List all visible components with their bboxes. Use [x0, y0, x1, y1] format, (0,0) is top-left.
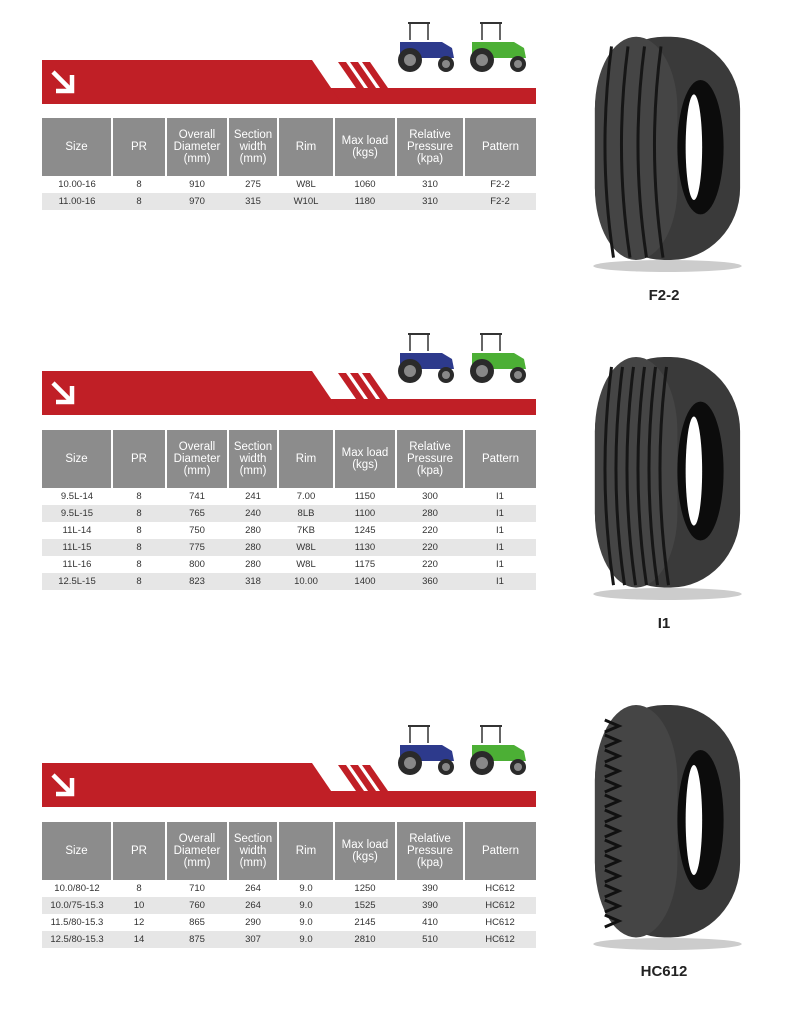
blue-tractor-icon — [398, 333, 454, 383]
table-cell: 1245 — [354, 525, 376, 536]
table-cell: 280 — [396, 505, 464, 522]
banner-title-bar — [42, 60, 342, 104]
table-cell: 14 — [112, 931, 166, 948]
tire-image — [585, 352, 750, 605]
table-cell: 8LB — [278, 505, 334, 522]
tractor-icons — [392, 721, 532, 777]
table-cell: 800 — [189, 559, 205, 570]
table-cell: 315 — [228, 193, 278, 210]
table-cell: 765 — [166, 505, 228, 522]
tractor-icons — [392, 18, 532, 74]
green-tractor-icon — [470, 22, 526, 72]
column-header: Overall Diameter (mm) — [166, 430, 228, 488]
table-cell: 11.00-16 — [42, 193, 112, 210]
column-header: Section width (mm) — [228, 822, 278, 880]
table-cell: 9.5L-14 — [60, 491, 94, 502]
arrow-down-right-icon — [50, 772, 76, 798]
table-cell: W10L — [278, 193, 334, 210]
table-row — [42, 897, 536, 914]
section-banner — [42, 60, 536, 104]
tire-label: I1 — [657, 615, 671, 632]
table-cell: 10.00-16 — [58, 179, 96, 190]
green-tractor-icon — [470, 725, 526, 775]
blue-tractor-icon — [398, 725, 454, 775]
table-cell: 1180 — [334, 193, 396, 210]
green-tractor-icon — [470, 333, 526, 383]
table-cell: 12.5L-15 — [42, 573, 112, 590]
table-cell: 310 — [396, 193, 464, 210]
table-cell: 310 — [422, 179, 438, 190]
table-cell: 220 — [422, 525, 438, 536]
table-cell: HC612 — [464, 897, 536, 914]
table-cell: 241 — [245, 491, 261, 502]
spec-table — [42, 430, 536, 590]
table-cell: I1 — [496, 491, 504, 502]
table-cell: 10.00 — [278, 573, 334, 590]
table-cell: 8 — [112, 505, 166, 522]
table-cell: HC612 — [464, 931, 536, 948]
table-cell: 10 — [112, 897, 166, 914]
table-cell: 8 — [112, 573, 166, 590]
column-header: Pattern — [464, 118, 536, 176]
table-cell: 9.0 — [278, 931, 334, 948]
tire-image — [585, 700, 750, 955]
table-cell: I1 — [496, 525, 504, 536]
table-cell: 10.0/75-15.3 — [42, 897, 112, 914]
section-banner — [42, 371, 536, 415]
table-row — [42, 556, 536, 573]
table-cell: 9.0 — [299, 883, 313, 894]
table-cell: 410 — [422, 917, 438, 928]
table-cell: 7.00 — [296, 491, 316, 502]
tractor-icons — [392, 329, 532, 385]
table-header-row — [42, 430, 536, 488]
column-header: Size — [42, 430, 112, 488]
table-cell: 2145 — [354, 917, 376, 928]
column-header: Size — [42, 822, 112, 880]
table-cell: I1 — [464, 573, 536, 590]
column-header: Max load (kgs) — [334, 822, 396, 880]
tire-image — [585, 32, 750, 277]
spec-table — [42, 118, 536, 210]
table-cell: 10.0/80-12 — [54, 883, 100, 894]
column-header: Pattern — [464, 822, 536, 880]
table-cell: 1525 — [334, 897, 396, 914]
column-header: Rim — [278, 822, 334, 880]
table-cell: W8L — [296, 559, 316, 570]
column-header: Section width (mm) — [228, 118, 278, 176]
table-cell: 8 — [136, 491, 142, 502]
table-cell: HC612 — [485, 917, 515, 928]
table-cell: 275 — [245, 179, 261, 190]
table-cell: 8 — [112, 539, 166, 556]
table-cell: 264 — [228, 897, 278, 914]
banner-title-bar — [42, 763, 342, 807]
table-row — [42, 931, 536, 948]
table-row — [42, 539, 536, 556]
table-row — [42, 488, 536, 505]
table-cell: 280 — [228, 539, 278, 556]
table-cell: 264 — [245, 883, 261, 894]
banner-title-bar — [42, 371, 342, 415]
arrow-down-right-icon — [50, 380, 76, 406]
table-cell: 1130 — [334, 539, 396, 556]
column-header: Overall Diameter (mm) — [166, 822, 228, 880]
column-header: Max load (kgs) — [334, 118, 396, 176]
stripes-decoration-icon — [338, 765, 398, 791]
table-cell: 865 — [189, 917, 205, 928]
table-cell: 12 — [133, 917, 145, 928]
table-cell: 11.5/80-15.3 — [50, 917, 104, 928]
table-cell: 750 — [189, 525, 205, 536]
table-header-row — [42, 118, 536, 176]
table-cell: I1 — [464, 505, 536, 522]
table-cell: 390 — [396, 897, 464, 914]
column-header: Relative Pressure (kpa) — [396, 822, 464, 880]
column-header: Max load (kgs) — [334, 430, 396, 488]
table-row — [42, 914, 536, 931]
table-cell: 280 — [245, 525, 261, 536]
table-cell: 9.0 — [299, 917, 313, 928]
column-header: Relative Pressure (kpa) — [396, 118, 464, 176]
table-cell: 741 — [189, 491, 205, 502]
table-row — [42, 193, 536, 210]
table-row — [42, 522, 536, 539]
table-cell: 8 — [136, 559, 142, 570]
table-cell: 760 — [166, 897, 228, 914]
table-cell: 7KB — [297, 525, 315, 536]
table-cell: 280 — [245, 559, 261, 570]
table-cell: 1060 — [354, 179, 376, 190]
table-cell: 8 — [136, 883, 142, 894]
table-cell: 11L-16 — [62, 559, 92, 570]
table-cell: 360 — [396, 573, 464, 590]
table-cell: I1 — [464, 539, 536, 556]
table-cell: 300 — [422, 491, 438, 502]
table-cell: HC612 — [485, 883, 515, 894]
column-header: Rim — [278, 430, 334, 488]
tire-label: HC612 — [640, 963, 688, 980]
table-cell: 823 — [166, 573, 228, 590]
table-row — [42, 505, 536, 522]
table-cell: W8L — [296, 179, 316, 190]
table-row — [42, 176, 536, 193]
table-cell: 307 — [228, 931, 278, 948]
table-row — [42, 880, 536, 897]
table-header-row — [42, 822, 536, 880]
table-cell: 390 — [422, 883, 438, 894]
table-cell: 1175 — [354, 559, 376, 570]
table-cell: 1400 — [334, 573, 396, 590]
table-cell: F2-2 — [490, 179, 510, 190]
spec-table — [42, 822, 536, 948]
table-cell: 910 — [189, 179, 205, 190]
table-cell: 318 — [228, 573, 278, 590]
table-cell: 775 — [166, 539, 228, 556]
arrow-down-right-icon — [50, 69, 76, 95]
table-cell: 290 — [245, 917, 261, 928]
table-cell: 240 — [228, 505, 278, 522]
column-header: Size — [42, 118, 112, 176]
column-header: PR — [112, 118, 166, 176]
table-cell: 1100 — [334, 505, 396, 522]
stripes-decoration-icon — [338, 62, 398, 88]
column-header: Rim — [278, 118, 334, 176]
table-cell: F2-2 — [464, 193, 536, 210]
table-cell: 12.5/80-15.3 — [42, 931, 112, 948]
table-row — [42, 573, 536, 590]
table-cell: 8 — [136, 525, 142, 536]
table-cell: 8 — [136, 179, 142, 190]
table-cell: 710 — [189, 883, 205, 894]
section-banner — [42, 763, 536, 807]
tire-label: F2-2 — [648, 287, 680, 304]
table-cell: 11L-15 — [42, 539, 112, 556]
table-cell: 220 — [422, 559, 438, 570]
table-cell: 8 — [112, 193, 166, 210]
table-cell: 510 — [396, 931, 464, 948]
table-cell: 2810 — [334, 931, 396, 948]
table-cell: 1150 — [354, 491, 376, 502]
column-header: Pattern — [464, 430, 536, 488]
column-header: Section width (mm) — [228, 430, 278, 488]
column-header: PR — [112, 430, 166, 488]
table-cell: 11L-14 — [62, 525, 92, 536]
column-header: Relative Pressure (kpa) — [396, 430, 464, 488]
table-cell: 875 — [166, 931, 228, 948]
column-header: PR — [112, 822, 166, 880]
table-cell: 220 — [396, 539, 464, 556]
table-cell: 1250 — [354, 883, 376, 894]
blue-tractor-icon — [398, 22, 454, 72]
stripes-decoration-icon — [338, 373, 398, 399]
table-cell: 9.0 — [278, 897, 334, 914]
table-cell: 9.5L-15 — [42, 505, 112, 522]
table-cell: W8L — [278, 539, 334, 556]
table-cell: I1 — [496, 559, 504, 570]
column-header: Overall Diameter (mm) — [166, 118, 228, 176]
table-cell: 970 — [166, 193, 228, 210]
